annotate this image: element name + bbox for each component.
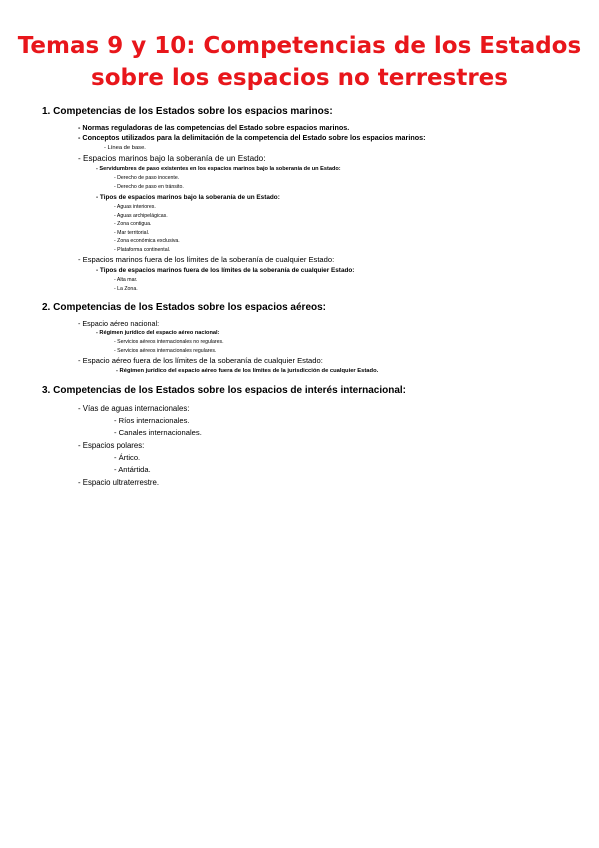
list-item: - Zona económica exclusiva. [114, 238, 180, 244]
section-3-heading: 3. Competencias de los Estados sobre los espacios de interés internacional: [42, 385, 407, 396]
list-item: - Tipos de espacios marinos fuera de los límites de la soberanía de cualquier Estado: [96, 267, 355, 274]
list-item: - Espacio aéreo nacional: [78, 319, 160, 328]
list-item: - Plataforma continental. [114, 246, 171, 253]
list-item: - Espacios marinos fuera de los límites de la soberanía de cualquier Estado: [78, 255, 335, 264]
list-item: - Espacio aéreo fuera de los límites de la soberanía de cualquier Estado: [78, 356, 323, 365]
list-item: - Mar territorial. [114, 229, 150, 236]
list-item: - Servicios aéreos internacionales regulares. [114, 347, 217, 354]
list-item: - Aguas interiores. [114, 204, 156, 210]
list-item: - Espacio ultraterrestre. [78, 478, 160, 487]
list-item: - Espacios polares: [78, 441, 145, 450]
page-title [0, 0, 599, 94]
list-item: - Tipos de espacios marinos bajo la soberanía de un Estado: [96, 194, 280, 201]
list-item: - Servicios aéreos internacionales no regulares. [114, 339, 224, 345]
list-item: - Alta mar. [114, 277, 138, 283]
list-item: - Conceptos utilizados para la delimitación de la competencia del Estado sobre los espacios marinos: [78, 133, 426, 142]
list-item: - Servidumbres de paso existentes en los espacios marinos bajo la soberanía de un Estado: [96, 166, 341, 172]
list-item: - Antártida. [114, 465, 151, 474]
list-item: - Zona contigua. [114, 221, 152, 227]
list-item: - Régimen jurídico del espacio aéreo nacional: [96, 330, 220, 336]
title-line-2: sobre los espacios no terrestres [91, 65, 508, 91]
list-item: - Derecho de paso en tránsito. [114, 183, 184, 190]
list-item: - Normas reguladoras de las competencias del Estado sobre espacios marinos. [78, 123, 350, 132]
list-item: - Espacios marinos bajo la soberanía de un Estado: [78, 154, 266, 163]
list-item: - Ríos internacionales. [114, 416, 190, 425]
title-line-1: Temas 9 y 10: Competencias de los Estados [17, 33, 582, 59]
section-2-heading: 2. Competencias de los Estados sobre los espacios aéreos: [42, 302, 326, 313]
document-body [42, 105, 579, 489]
list-item: - Vías de aguas internacionales: [78, 404, 190, 413]
list-item: - Derecho de paso inocente. [114, 175, 180, 181]
list-item: - Canales internacionales. [114, 428, 202, 437]
list-item: - Régimen jurídico del espacio aéreo fuera de los límites de la jurisdicción de cualquier Estado. [116, 368, 379, 374]
list-item: - Ártico. [114, 453, 141, 462]
section-1-heading: 1. Competencias de los Estados sobre los espacios marinos: [42, 106, 333, 117]
list-item: - Aguas archipelágicas. [114, 212, 168, 219]
list-item: - La Zona. [114, 285, 138, 292]
list-item: - Línea de base. [104, 145, 146, 151]
